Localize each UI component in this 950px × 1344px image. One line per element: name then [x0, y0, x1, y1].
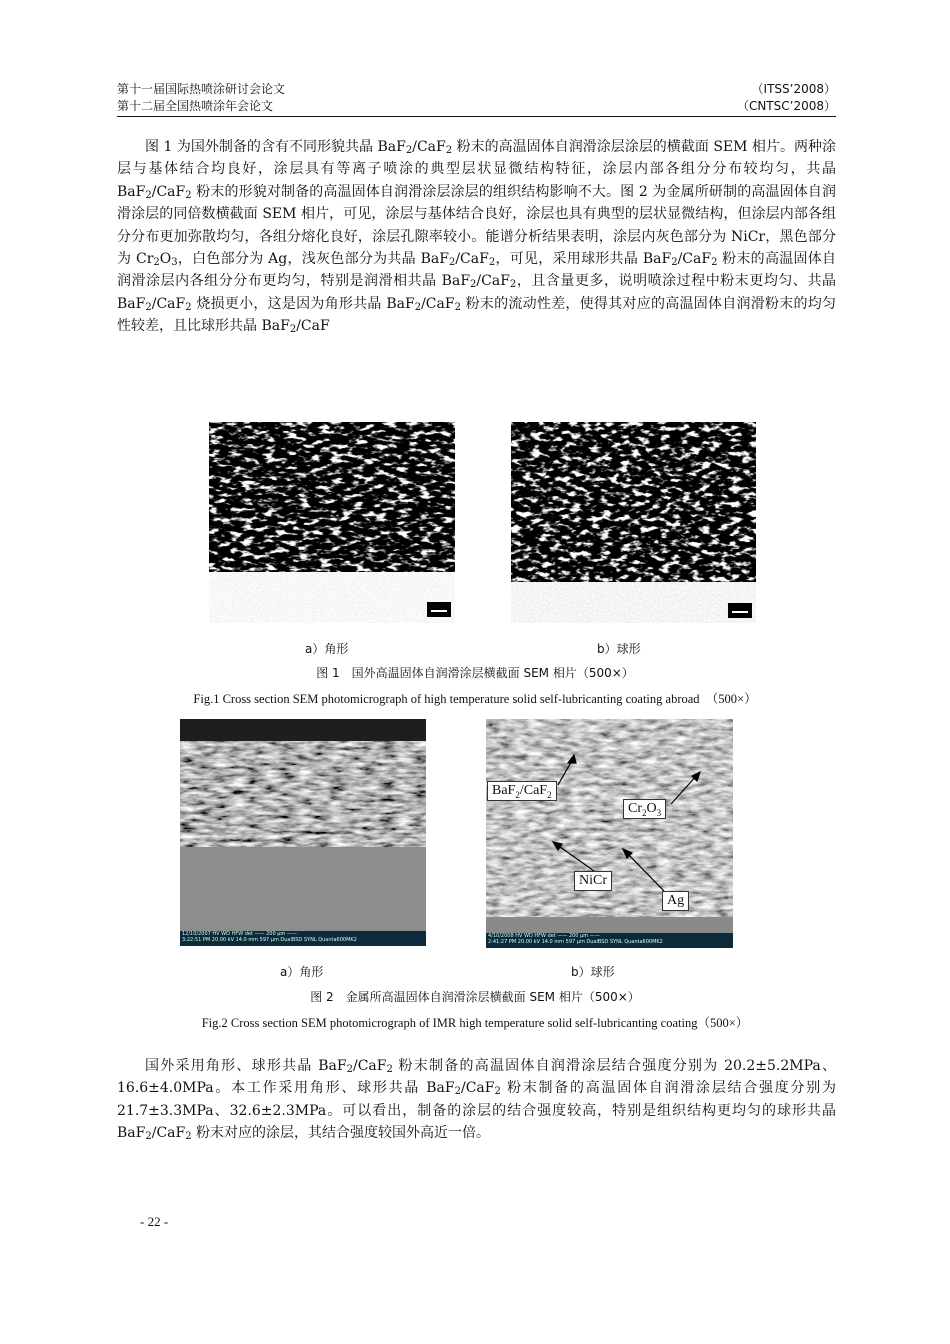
body-paragraph-1: 图 1 为国外制备的含有不同形貌共晶 BaF$_2$/CaF$_2$ 粉末的高温固体自润滑涂层涂层的横截面 SEM 相片。两种涂层与基体结合均良好，涂层具有等离子喷涂的典型层状显微结构特征，涂层内部各组分分布较均匀，共晶 BaF$_2$/CaF$_2$ 粉末的形貌对制备的高温固体自润滑涂层涂层的组织结构影响不大。图 2 为金属所研制的高温固体自润滑涂层的同倍数横截面 SEM 相片，可见，涂层与基体结合良好，涂层也具有典型的层状显微结构，但涂层内部各组分分布更加弥散均匀，各组分熔化良好，涂层孔隙率较小。能谱分析结果表明，涂层内灰色部分为 NiCr，黑色部分为 $Cr_2O_3$，白色部分为 Ag，浅灰色部分为共晶 BaF$_2$/CaF$_2$，可见，采用球形共晶 BaF$_2$/CaF$_2$ 粉末的高温固体自润滑涂层内各组分分布更均匀，特别是润滑相共晶 BaF$_2$/CaF$_2$，且含量更多，说明喷涂过程中粉末更均匀、共晶 BaF$_2$/CaF$_2$ 烧损更小，这是因为角形共晶 BaF$_2$/CaF$_2$ 粉末的流动性差，使得其对应的高温固体自润滑粉末的均匀性较差，且比球形共晶 BaF$_2$/CaF — [117, 139, 837, 336]
fig2b-databar: 4/10/2008 HV WD HFW det —— 200 μm —— 2:41:27 PM 20.00 kV 14.0 mm 597 μm DualBSD SYNL Quanta600MK2 — [488, 933, 663, 945]
body-paragraph-2: 国外采用角形、球形共晶 BaF$_2$/CaF$_2$ 粉末制备的高温固体自润滑涂层结合强度分别为 20.2±5.2MPa、16.6±4.0MPa。本工作采用角形、球形共晶 BaF$_2$/CaF$_2$ 粉末制备的高温固体自润滑涂层结合强度分别为 21.7±3.3MPa、32.6±2.3MPa。可以看出，制备的涂层的结合强度较高，特别是组织结构更均匀的球形共晶 BaF$_2$/CaF$_2$ 粉末对应的涂层，其结合强度较国外高近一倍。 — [117, 1058, 836, 1143]
fig2b-panel — [486, 719, 733, 948]
header-conference-1-code: （ITSS’2008） — [751, 82, 836, 96]
label-baf2-caf2: BaF$_2$/CaF$_2$ — [487, 781, 557, 801]
fig1a-sem-image — [209, 422, 455, 623]
fig1-caption-en: Fig.1 Cross section SEM photomicrograph of high temperature solid self-lubricanting coating abroad （500×） — [193, 692, 757, 706]
fig2a-databar: 12/10/2007 HV WD HFW det —— 200 μm —— 3:22:51 PM 20.00 kV 14.0 mm 597 μm DualBSD SYNL Quanta600MK2 — [182, 931, 357, 943]
fig2a-panel — [180, 719, 426, 946]
header-rule — [117, 116, 836, 117]
label-cr2o3: $Cr_2O_3$ — [623, 799, 666, 819]
fig1b-sem-image — [511, 422, 756, 623]
fig2b-subcaption: b）球形 — [571, 965, 615, 979]
header-conference-2-code: （CNTSC’2008） — [736, 99, 836, 113]
header-conference-1: 第十一届国际热喷涂研讨会论文 — [117, 82, 286, 96]
page-number: - 22 - — [140, 1214, 169, 1229]
header-conference-2: 第十二届全国热喷涂年会论文 — [117, 99, 274, 113]
fig2-caption-cn: 图 2 金属所高温固体自润滑涂层横截面 SEM 相片（500×） — [310, 990, 640, 1004]
fig1b-subcaption: b）球形 — [597, 642, 641, 656]
fig1a-subcaption: a）角形 — [305, 642, 349, 656]
label-ag: Ag — [662, 891, 689, 911]
fig1-caption-cn: 图 1 国外高温固体自润滑涂层横截面 SEM 相片（500×） — [316, 666, 634, 680]
fig2-caption-en: Fig.2 Cross section SEM photomicrograph of IMR high temperature solid self-lubricanting coating（500×） — [201, 1016, 749, 1030]
fig2b-sem-image — [486, 719, 733, 948]
fig2a-subcaption: a）角形 — [280, 965, 324, 979]
fig2a-sem-image — [180, 719, 426, 946]
label-nicr: NiCr — [574, 871, 612, 891]
